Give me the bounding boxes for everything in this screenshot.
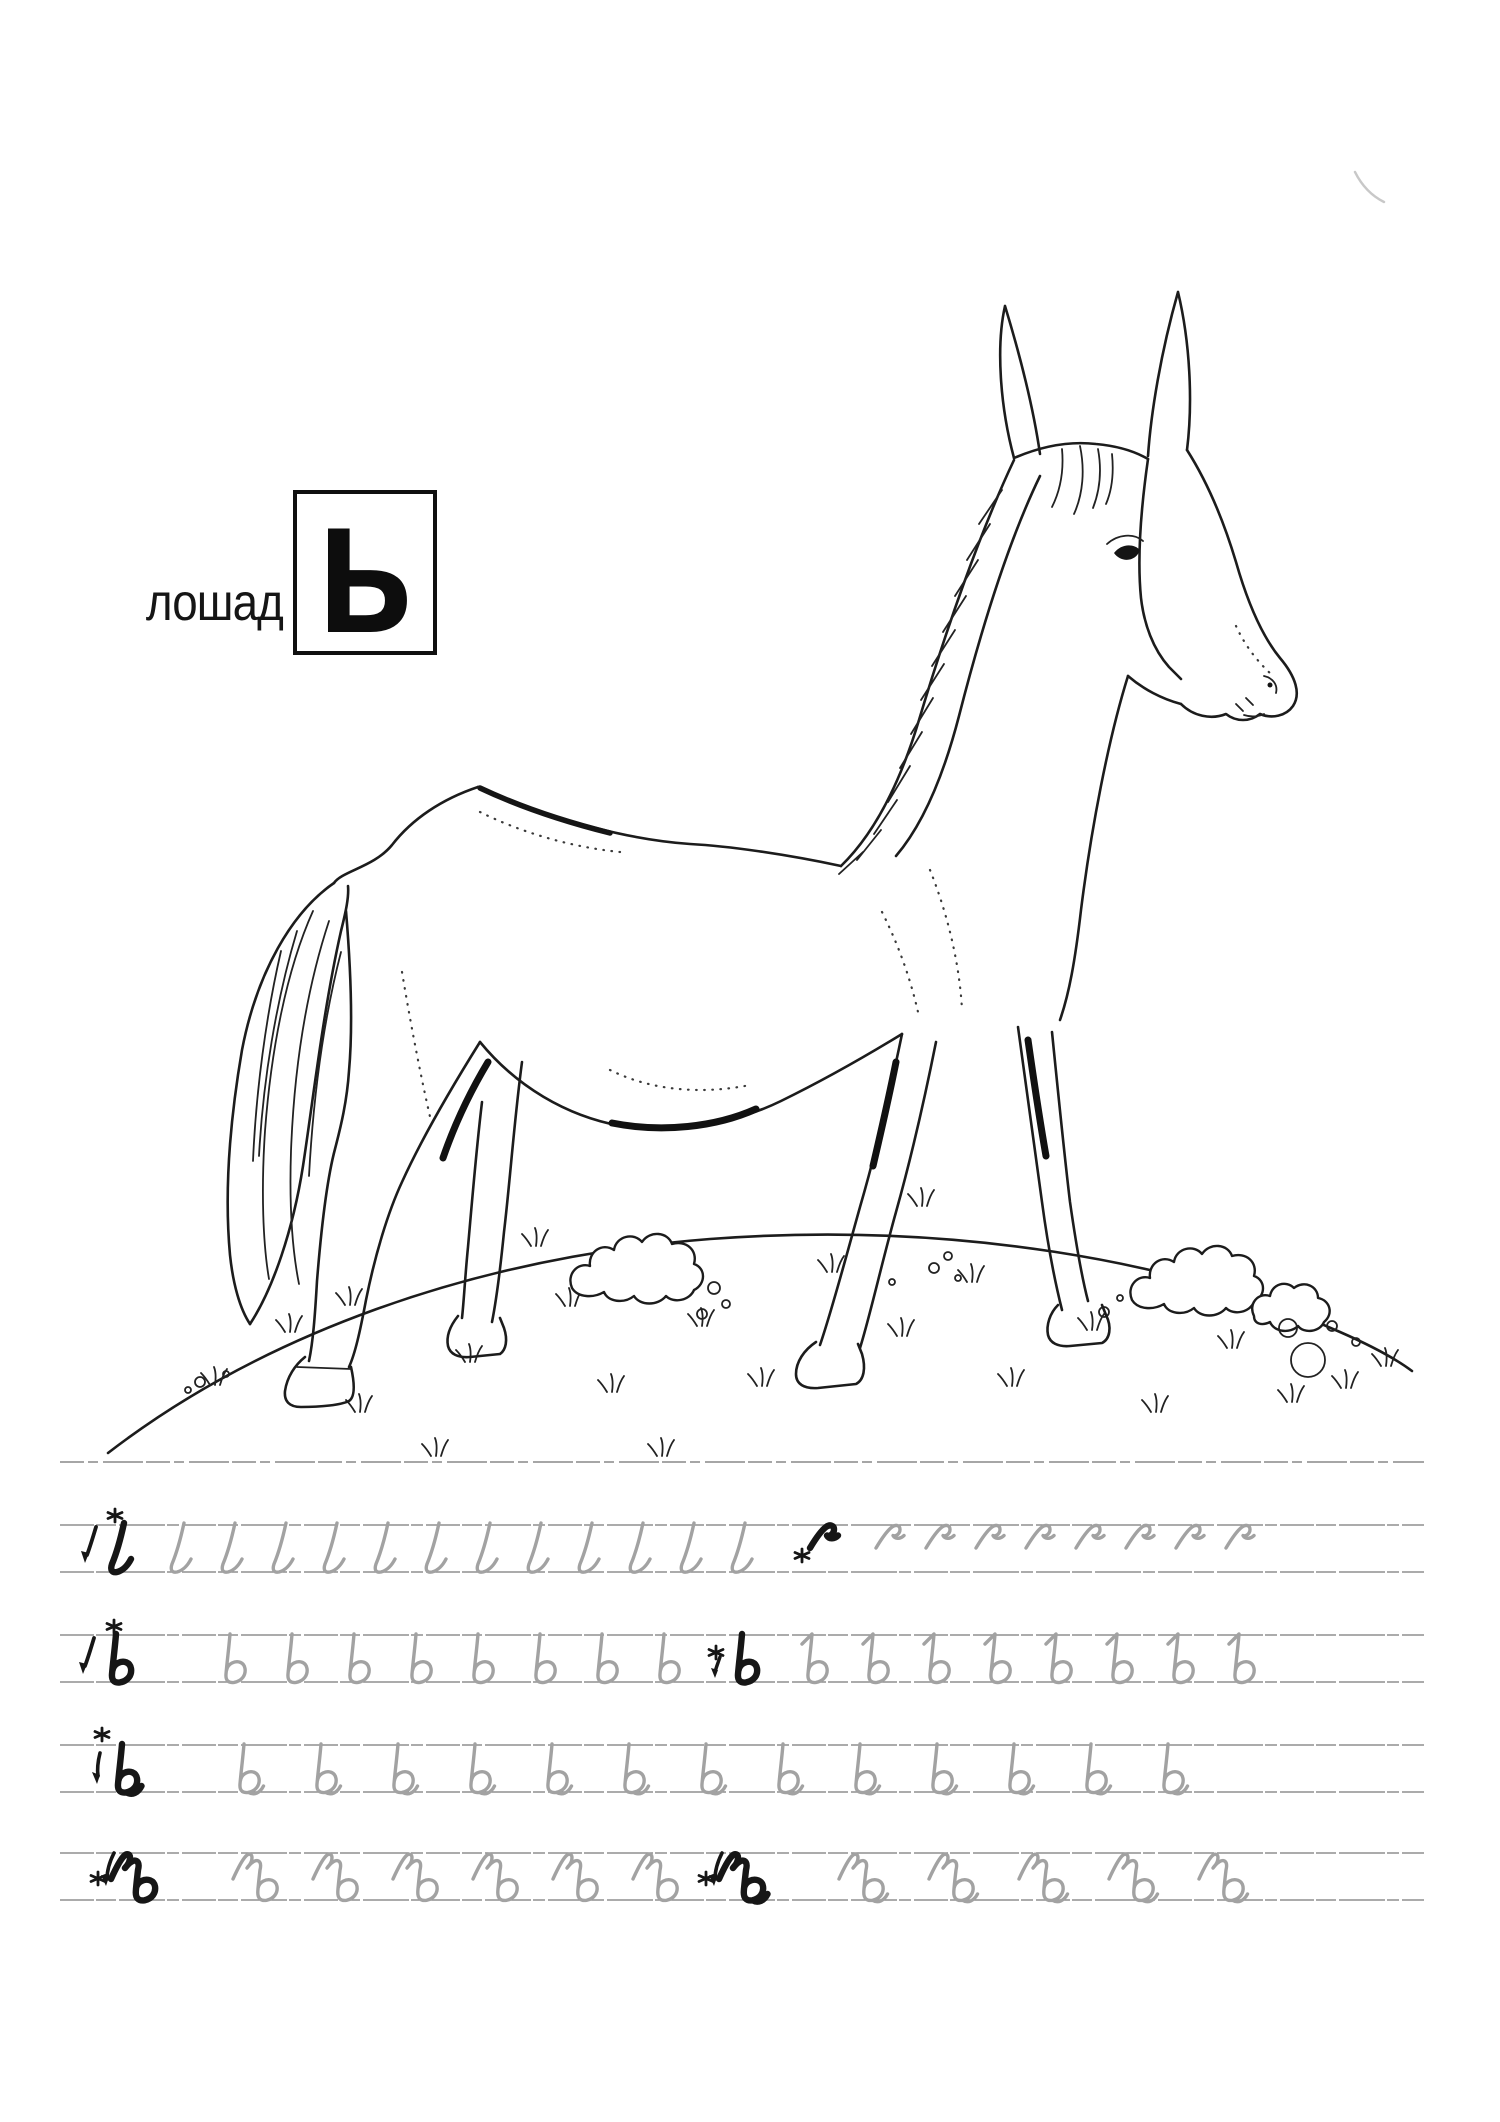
trace-glyph bbox=[660, 1634, 679, 1683]
guide-glyph bbox=[91, 1853, 155, 1900]
guide-glyph bbox=[79, 1620, 131, 1683]
trace-glyph bbox=[1229, 1634, 1254, 1683]
practice-glyphs bbox=[79, 1509, 1254, 1902]
trace-glyph bbox=[1107, 1634, 1132, 1683]
trace-glyph bbox=[1076, 1525, 1104, 1548]
tail-strands bbox=[253, 911, 341, 1284]
trace-glyph bbox=[474, 1634, 493, 1683]
trace-glyph bbox=[412, 1634, 431, 1683]
trace-glyph bbox=[226, 1634, 245, 1683]
guide-glyph bbox=[81, 1509, 131, 1572]
trace-glyph bbox=[240, 1744, 264, 1794]
hoof bbox=[285, 1357, 354, 1407]
trace-glyph bbox=[1168, 1634, 1193, 1683]
word-stem: лошад bbox=[145, 574, 283, 632]
scan-artifact bbox=[1300, 120, 1420, 230]
trace-glyph bbox=[548, 1744, 572, 1794]
trace-glyph bbox=[579, 1523, 599, 1572]
trace-glyph bbox=[528, 1523, 548, 1572]
trace-glyph bbox=[536, 1634, 555, 1683]
trace-glyph bbox=[681, 1523, 701, 1572]
hoof bbox=[1047, 1305, 1109, 1346]
trace-glyph bbox=[313, 1854, 357, 1900]
trace-glyph bbox=[924, 1634, 949, 1683]
grass-tufts bbox=[201, 1188, 1398, 1456]
letter-box bbox=[293, 454, 437, 674]
trace-glyph bbox=[426, 1523, 446, 1572]
guide-glyph bbox=[699, 1853, 768, 1902]
trace-glyph bbox=[1164, 1744, 1188, 1794]
trace-glyph bbox=[732, 1523, 752, 1572]
trace-glyph bbox=[553, 1854, 597, 1900]
horse-nostril bbox=[1268, 683, 1273, 688]
trace-glyph bbox=[802, 1634, 827, 1683]
trace-glyph bbox=[288, 1634, 307, 1683]
stipple-texture bbox=[402, 626, 1272, 1121]
trace-glyph bbox=[976, 1525, 1004, 1548]
trace-glyph bbox=[350, 1634, 369, 1683]
trace-glyph bbox=[171, 1523, 191, 1572]
trace-glyph bbox=[233, 1854, 277, 1900]
guide-glyph bbox=[709, 1634, 757, 1683]
trace-glyph bbox=[985, 1634, 1010, 1683]
boxed-letter: ь bbox=[316, 454, 414, 674]
trace-glyph bbox=[222, 1523, 242, 1572]
trace-glyph bbox=[1019, 1854, 1068, 1901]
guide-glyph bbox=[795, 1525, 838, 1562]
trace-glyph bbox=[876, 1525, 904, 1548]
trace-glyph bbox=[1087, 1744, 1111, 1794]
horse-eye bbox=[1114, 545, 1140, 559]
bush-right bbox=[1130, 1246, 1263, 1316]
bush-left bbox=[570, 1234, 703, 1304]
trace-glyph bbox=[1226, 1525, 1254, 1548]
practice-lines bbox=[0, 1440, 1500, 2122]
trace-glyph bbox=[471, 1744, 495, 1794]
trace-glyph bbox=[273, 1523, 293, 1572]
trace-glyph bbox=[1046, 1634, 1071, 1683]
trace-glyph bbox=[933, 1744, 957, 1794]
trace-glyph bbox=[863, 1634, 888, 1683]
trace-glyph bbox=[598, 1634, 617, 1683]
trace-glyph bbox=[779, 1744, 803, 1794]
trace-glyph bbox=[625, 1744, 649, 1794]
trace-glyph bbox=[1199, 1854, 1248, 1901]
trace-glyph bbox=[324, 1523, 344, 1572]
trace-glyph bbox=[394, 1744, 418, 1794]
trace-glyph bbox=[317, 1744, 341, 1794]
trace-glyph bbox=[633, 1854, 677, 1900]
trace-glyph bbox=[1026, 1525, 1054, 1548]
guide-glyph bbox=[92, 1728, 142, 1794]
trace-glyph bbox=[393, 1854, 437, 1900]
trace-glyph bbox=[926, 1525, 954, 1548]
trace-glyph bbox=[702, 1744, 726, 1794]
trace-glyph bbox=[375, 1523, 395, 1572]
trace-glyph bbox=[1109, 1854, 1158, 1901]
trace-glyph bbox=[1126, 1525, 1154, 1548]
trace-glyph bbox=[1176, 1525, 1204, 1548]
horse-illustration bbox=[50, 270, 1450, 1480]
trace-glyph bbox=[929, 1854, 978, 1901]
trace-glyph bbox=[477, 1523, 497, 1572]
trace-glyph bbox=[839, 1854, 888, 1901]
hoof bbox=[796, 1342, 864, 1388]
trace-glyph bbox=[473, 1854, 517, 1900]
trace-glyph bbox=[630, 1523, 650, 1572]
trace-glyph bbox=[856, 1744, 880, 1794]
trace-glyph bbox=[1010, 1744, 1034, 1794]
